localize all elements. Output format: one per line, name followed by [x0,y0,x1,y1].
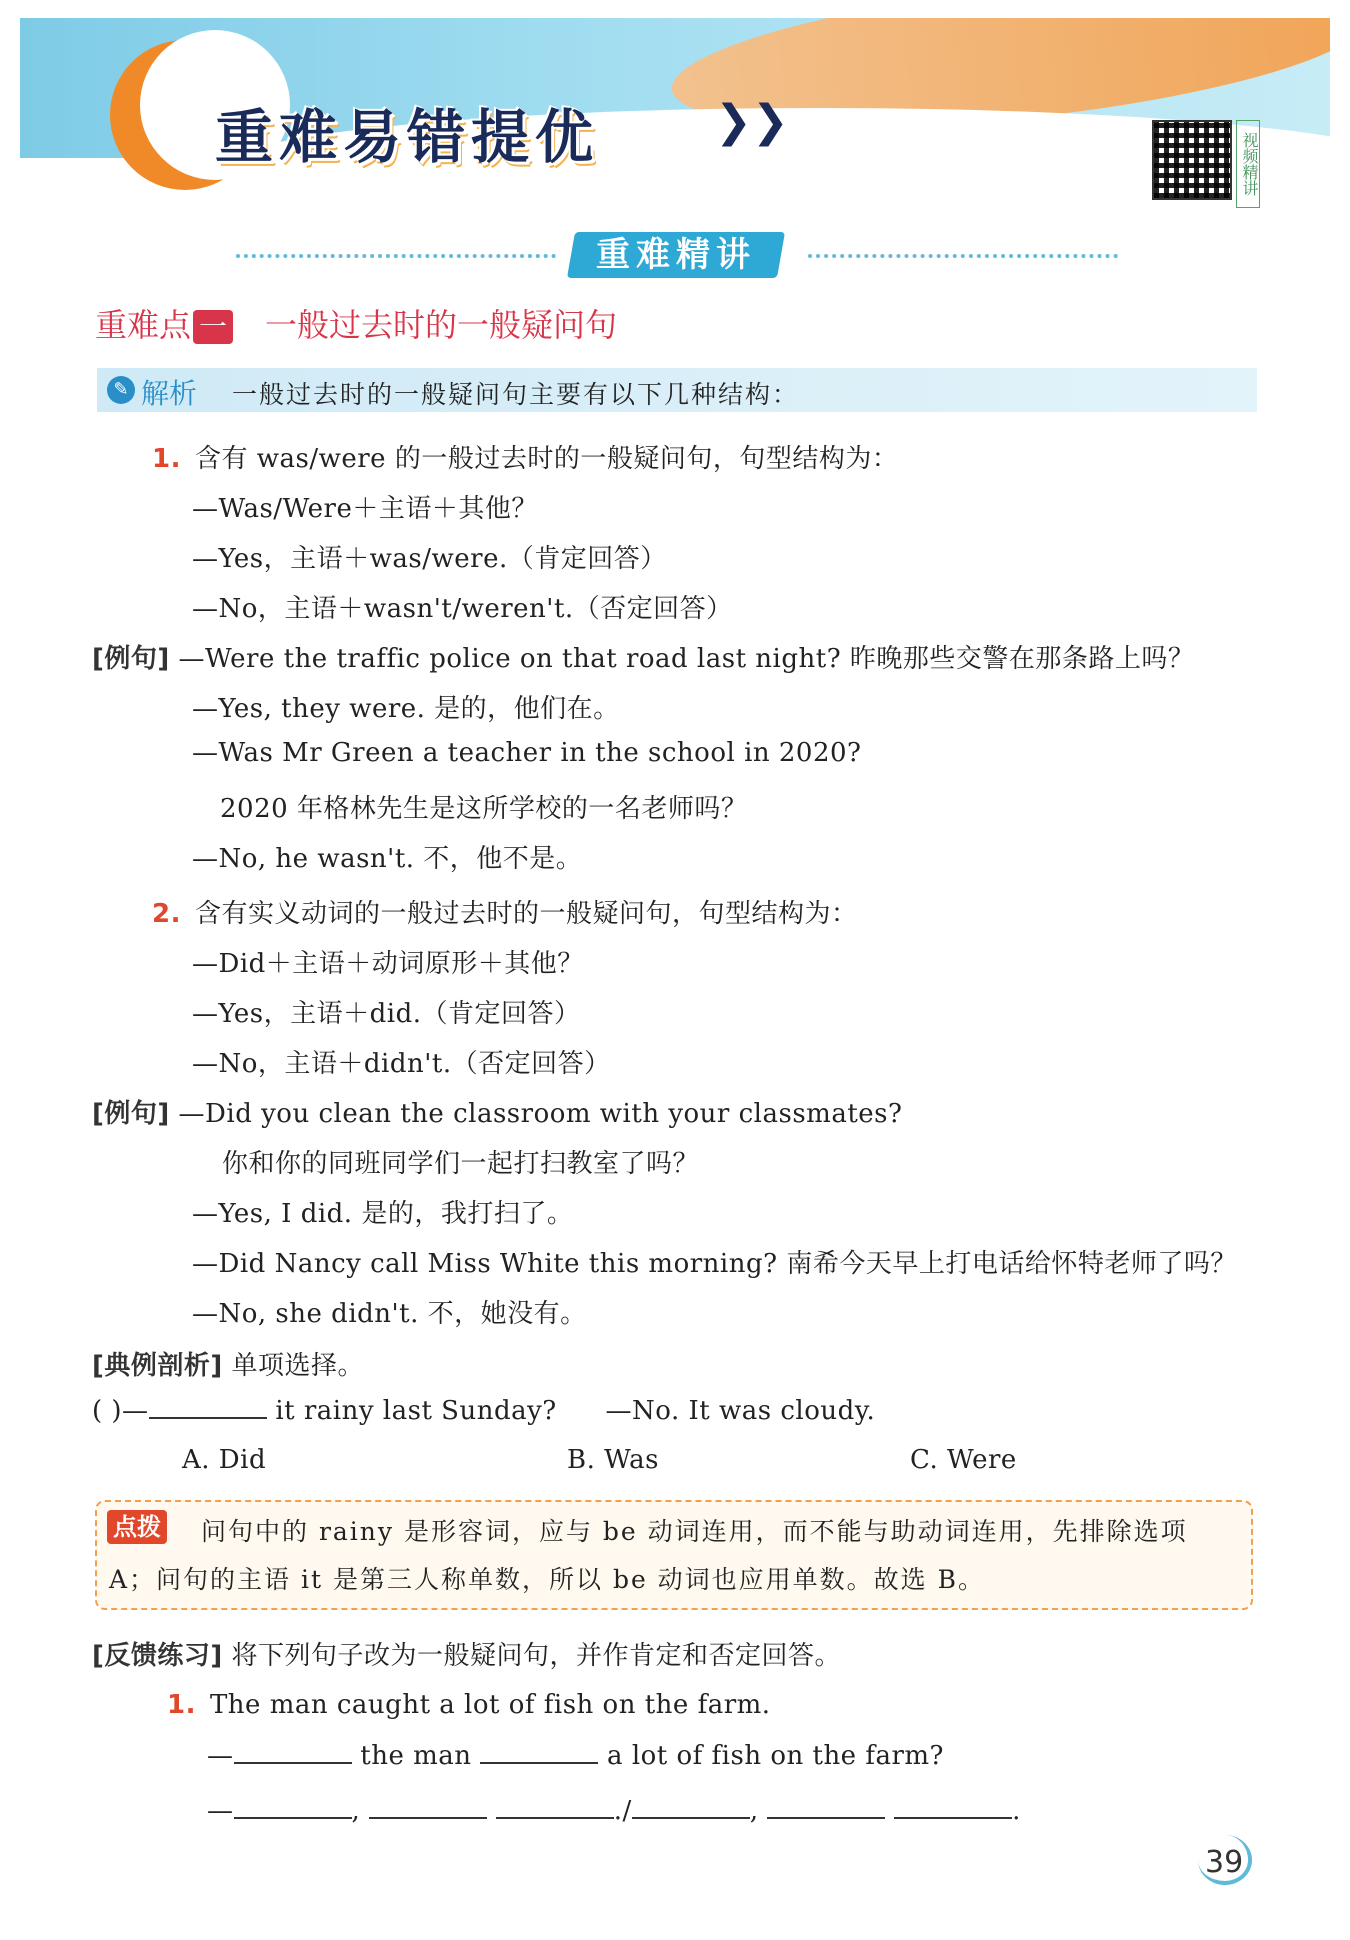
answer-blank[interactable] [480,1740,598,1764]
tip-tag: 点拨 [107,1510,167,1544]
example-2-line-5: —No, she didn't. 不，她没有。 [192,1299,587,1329]
keypoint-label: 重难点 [95,306,192,344]
structure-1-formula-yes: —Yes，主语＋was/were.（肯定回答） [192,544,667,574]
section-tag-label: 重难精讲 [596,235,756,275]
example-1-text-1: —Were the traffic police on that road last night? 昨晚那些交警在那条路上吗？ [178,644,1195,674]
example-tag: [例句] [92,644,170,674]
feedback-question-1 [167,1690,771,1720]
structure-1-text: 含有 was/were 的一般过去时的一般疑问句，句型结构为： [194,444,899,474]
structure-1-number: 1. [152,444,181,474]
example-analysis-instruction: 单项选择。 [231,1351,365,1381]
example-2-line-1 [92,1093,902,1130]
question-answer: —No. It was cloudy. [605,1396,876,1426]
answer-blank[interactable] [767,1795,885,1819]
structure-2-formula-question: —Did＋主语＋动词原形＋其他？ [192,949,584,979]
answer-blank[interactable] [234,1740,352,1764]
feedback-question-number: 1. [167,1690,196,1720]
example-analysis-question [92,1395,875,1426]
dotted-divider-right [808,254,1118,258]
option-b[interactable]: B. Was [567,1445,659,1475]
dotted-divider-left [236,254,556,258]
structure-2-formula-yes: —Yes，主语＋did.（肯定回答） [192,999,581,1029]
keypoint-title [95,300,617,346]
example-analysis-heading [92,1345,364,1382]
analysis-label: 解析 [141,377,198,410]
pencil-icon: ✎ [107,376,135,404]
example-analysis-tag: [典例剖析] [92,1351,223,1381]
qr-label: 视频精讲 [1236,120,1260,208]
tip-line-2: A；问句的主语 it 是第三人称单数，所以 be 动词也应用单数。故选 B。 [109,1565,986,1594]
feedback-fill-text-1: the man [360,1741,472,1771]
page-number: 39 [1205,1845,1244,1880]
structure-2-number: 2. [152,899,181,929]
structure-2-title [152,893,857,930]
chevron-right-icon: ❯❯ [715,96,789,147]
structure-1-formula-question: —Was/Were＋主语＋其他？ [192,494,538,524]
example-1-line-2: —Yes, they were. 是的，他们在。 [192,694,620,724]
keypoint-heading: 一般过去时的一般疑问句 [265,306,618,344]
example-1-line-3: —Was Mr Green a teacher in the school in 2020? [192,738,862,768]
structure-2-text: 含有实义动词的一般过去时的一般疑问句，句型结构为： [194,899,858,929]
tip-box [95,1500,1253,1610]
section-header [236,228,1116,282]
feedback-answer-yes-no: — , ./ , . [207,1796,1021,1826]
answer-blank[interactable] [894,1795,1012,1819]
answer-blank[interactable] [496,1795,614,1819]
structure-2-formula-no: —No，主语＋didn't.（否定回答） [192,1049,611,1079]
answer-blank[interactable] [234,1795,352,1819]
answer-parenthesis[interactable]: ( )— [92,1396,149,1426]
feedback-question-text: The man caught a lot of fish on the farm. [209,1690,771,1720]
feedback-tag: [反馈练习] [92,1641,223,1671]
structure-1-title [152,438,898,475]
feedback-instruction: 将下列句子改为一般疑问句，并作肯定和否定回答。 [231,1641,842,1671]
answer-blank[interactable] [369,1795,487,1819]
tip-line-1: 问句中的 rainy 是形容词，应与 be 动词连用，而不能与助动词连用，先排除选项 [201,1517,1188,1546]
feedback-heading [92,1635,841,1672]
option-a[interactable]: A. Did [182,1445,267,1475]
answer-blank[interactable] [149,1395,267,1419]
example-2-line-2: 你和你的同班同学们一起打扫教室了吗？ [222,1149,700,1179]
example-2-text-1: —Did you clean the classroom with your classmates? [178,1099,903,1129]
analysis-bar [97,368,1257,412]
example-1-line-1 [92,638,1194,675]
question-text: it rainy last Sunday? [275,1396,557,1426]
feedback-fill-text-2: a lot of fish on the farm? [607,1741,944,1771]
example-1-line-5: —No, he wasn't. 不，他不是。 [192,844,583,874]
analysis-text: 一般过去时的一般疑问句主要有以下几种结构： [232,380,800,409]
section-tag [567,232,785,278]
qr-code-icon[interactable] [1152,120,1232,200]
option-c[interactable]: C. Were [910,1445,1017,1475]
example-2-line-3: —Yes, I did. 是的，我打扫了。 [192,1199,574,1229]
banner-title: 重难易错提优 [215,103,600,171]
example-2-line-4: —Did Nancy call Miss White this morning? 南希今天早上打电话给怀特老师了吗？ [192,1249,1237,1279]
feedback-answer-question: — the man a lot of fish on the farm? [207,1741,944,1771]
example-1-line-4: 2020 年格林先生是这所学校的一名老师吗？ [220,794,748,824]
keypoint-number: 一 [193,310,233,344]
answer-blank[interactable] [632,1795,750,1819]
example-tag: [例句] [92,1099,170,1129]
structure-1-formula-no: —No，主语＋wasn't/weren't.（否定回答） [192,594,733,624]
